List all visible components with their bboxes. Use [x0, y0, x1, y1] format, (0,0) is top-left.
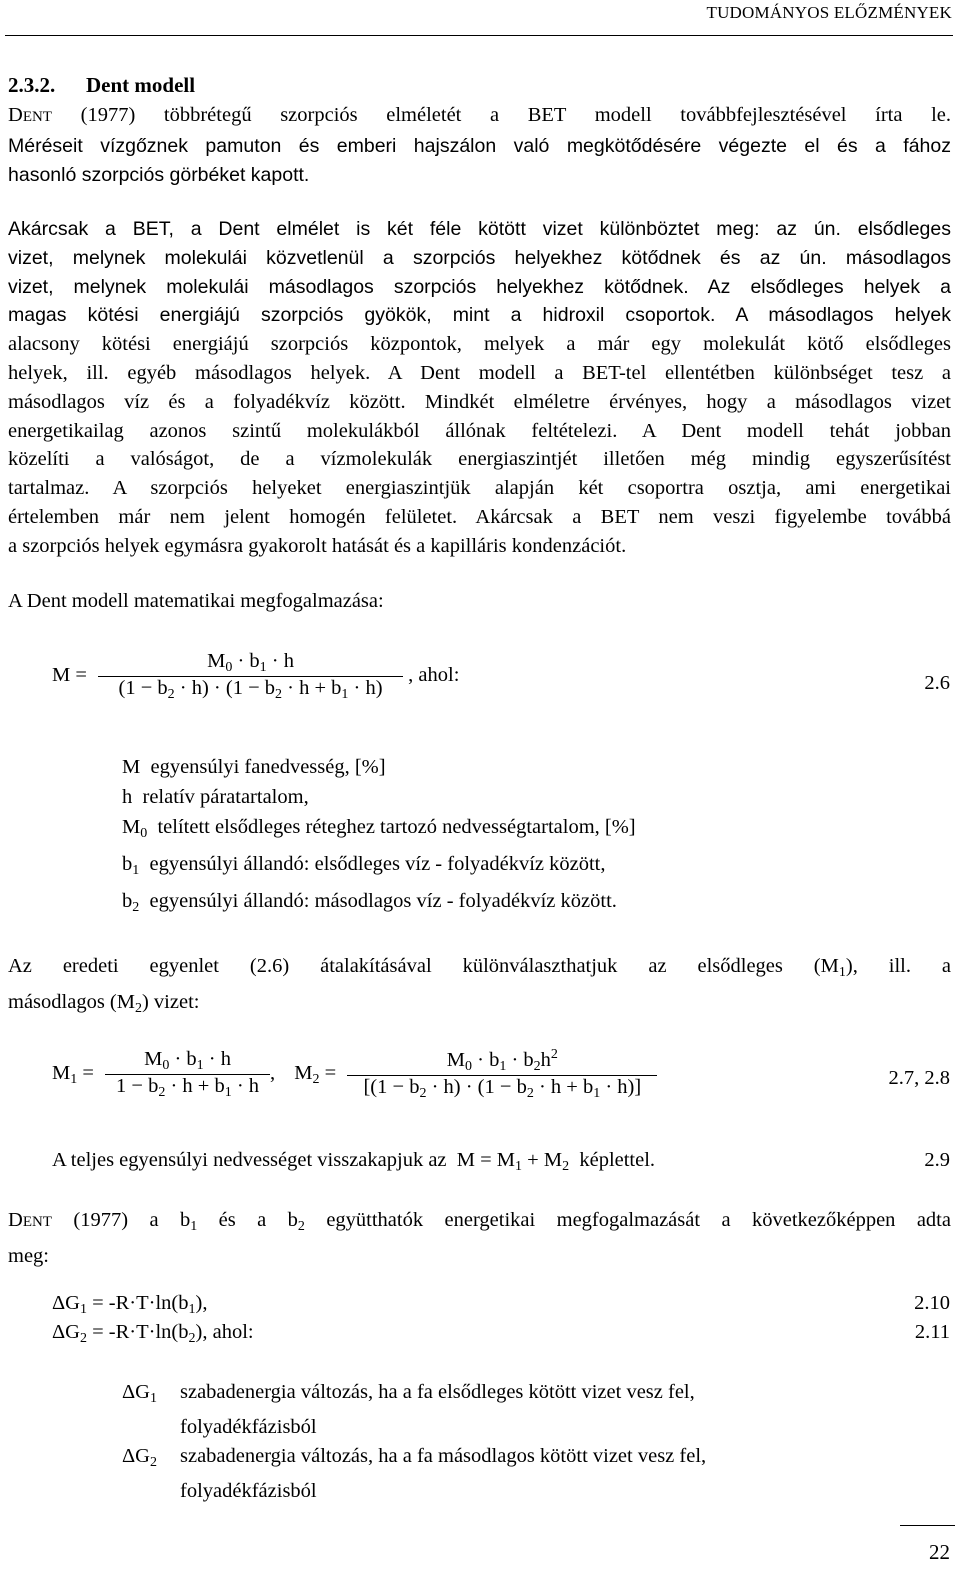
para2-line: közelíti a valóságot, de a vízmolekulák energiaszintjét illetően még mindig egyszerűsítést — [8, 448, 951, 471]
section-number: 2.3.2. — [8, 73, 56, 97]
para2-line: a szorpciós helyek egymásra gyakorolt hatását és a kapilláris kondenzációt. — [8, 534, 627, 557]
eq210-number: 2.10 — [914, 1292, 950, 1314]
definition-item: $\Delta G_2$ szabadenergia változás, ha a fa másodlagos kötött vizet vesz fel, folyadékfázisból — [122, 1445, 707, 1502]
paragraph-1 — [8, 101, 951, 189]
para3-line: másodlagos $(M_2)$ vizet: — [8, 990, 200, 1016]
equation-2-9 — [52, 1149, 655, 1175]
equation-2-7: $M_1$ = $\frac{M_0 \cdot b_1 \cdot h}{1 - b_2 \cdot h + b_1 \cdot h}$ , $M_2$ = $\frac{M_0 \cdot b_1 \cdot b_2h^2}{[(1 - b_2 \cdot h) \cdot (1 - b_2 \cdot h + b_1 \cdot h)]}$ — [52, 1047, 657, 1102]
definition-item: h relatív páratartalom, — [122, 786, 309, 808]
para2-line: értelemben már nem jelent homogén felületet. Akárcsak a BET nem veszi figyelembe továbbá — [8, 505, 951, 528]
eq28-numerator: $M_0 \cdot b_1 \cdot b_2h^2$ — [446, 1047, 558, 1074]
eq26-denominator: $(1 - b_2 \cdot h) \cdot (1 - b_2 \cdot h + b_1 \cdot h)$ — [118, 677, 383, 702]
definition-item: $M_0$ telített elsődleges réteghez tartozó nedvességtartalom, [%] — [122, 816, 636, 841]
eq26-lhs: M = — [52, 664, 87, 687]
para2-line: Akárcsak a BET, a Dent elmélet is két féle kötött vizet különböztet meg: az ún. elsődleges — [8, 218, 951, 240]
definition-item: $b_2$ egyensúlyi állandó: másodlagos víz - folyadékvíz között. — [122, 890, 617, 915]
definition-item: M egyensúlyi fanedvesség, [%] — [122, 756, 386, 778]
eq278-number: 2.7, 2.8 — [888, 1067, 950, 1089]
eq211-number: 2.11 — [914, 1321, 950, 1343]
eq29-text: A teljes egyensúlyi nedvességet visszakapjuk az — [52, 1149, 447, 1171]
section-heading — [8, 73, 195, 98]
para2-line: magas kötési energiájú szorpciós gyökök, mint a hidroxil csoportok. A másodlagos helyek — [8, 304, 951, 327]
para2-line: vizet, melynek molekulái másodlagos szorpciós helyekhez kötődnek. Az elsődleges helyek a — [8, 275, 951, 298]
eq27-denominator: $1 - b_2 \cdot h + b_1 \cdot h$ — [116, 1075, 260, 1100]
header-rule — [5, 35, 953, 36]
equation-2-10: $\Delta G_1 = -R\cdot T\cdot\ln(b_1)$, — [52, 1292, 208, 1317]
running-header — [707, 3, 953, 23]
eq26-suffix: , ahol: — [408, 664, 460, 687]
para1-line: DENT (1977) többrétegű szorpciós elméletét a BET modell továbbfejlesztésével írta le. — [8, 104, 951, 126]
eq29-tail: képlettel. — [579, 1149, 656, 1171]
eq28-lhs: $M_2$ = — [294, 1062, 337, 1088]
math-intro: A Dent modell matematikai megfogalmazása: — [8, 590, 384, 612]
para3-line: Az eredeti egyenlet (2.6) átalakításával különválaszthatjuk az elsődleges $(M_1)$, ill. a — [8, 955, 951, 980]
definition-item: $b_1$ egyensúlyi állandó: elsődleges víz - folyadékvíz között, — [122, 853, 606, 878]
running-title: TUDOMÁNYOS ELŐZMÉNYEK — [706, 3, 952, 22]
equation-2-6 — [52, 650, 459, 703]
definition-list — [122, 752, 636, 923]
eq28-fraction — [347, 1047, 657, 1102]
page-number: 22 — [929, 1540, 950, 1564]
footer-rule — [900, 1525, 955, 1526]
equation-2-11: $\Delta G_2 = -R\cdot T\cdot\ln(b_2)$, ahol: — [52, 1321, 254, 1346]
eq26-fraction — [98, 650, 403, 703]
eq27-numerator: $M_0 \cdot b_1 \cdot h$ — [144, 1048, 231, 1073]
section-title: Dent modell — [86, 73, 196, 97]
para4-line: meg: — [8, 1244, 49, 1267]
para4-line: DENT (1977) a $b_1$ és a $b_2$ együtthatók energetikai megfogalmazását a következőképpen adta — [8, 1209, 951, 1234]
para2-line: másodlagos víz és a folyadékvíz között. Mindkét elméletre érvényes, hogy a másodlagos vizet — [8, 390, 951, 413]
para2-line: vizet, melynek molekulái közvetlenül a szorpciós helyekhez kötődnek és az ún. másodlagos — [8, 246, 951, 269]
paragraph-4 — [8, 1206, 951, 1271]
para2-line: tartalmaz. A szorpciós helyeket energiaszintjük alapján két csoportra osztja, ami energetikai — [8, 477, 951, 500]
para1-line: hasonló szorpciós görbéket kapott. — [8, 163, 310, 186]
paragraph-2 — [8, 215, 951, 561]
para1-line: Méréseit vízgőznek pamuton és emberi hajszálon való megkötődésére végezte el és a fához — [8, 134, 951, 157]
eq27-fraction — [105, 1048, 270, 1101]
para2-line: energetikailag azonos szintű molekulákból állónak feltételezi. A Dent modell tehát jobban — [8, 419, 951, 442]
definition-list-2 — [122, 1378, 706, 1506]
eq27-lhs: $M_1$ = — [52, 1062, 94, 1088]
eq26-number: 2.6 — [924, 672, 950, 694]
definition-item: $\Delta G_1$ szabadenergia változás, ha a fa elsődleges kötött vizet vesz fel, folyadékfázisból — [122, 1381, 695, 1438]
eq26-numerator: $M_0 \cdot b_1 \cdot h$ — [207, 650, 294, 675]
eq29-number: 2.9 — [924, 1149, 950, 1171]
eq29-formula: $M = M_1 + M_2$ — [451, 1149, 570, 1174]
para2-line: alacsony kötési energiájú szorpciós központok, melyek a már egy molekulát kötő elsődleges — [8, 333, 951, 356]
para2-line: helyek, ill. egyéb másodlagos helyek. A Dent modell a BET-tel ellentétben különbséget tesz a — [8, 361, 951, 384]
paragraph-3 — [8, 952, 951, 1024]
eq28-denominator: $[(1 - b_2 \cdot h) \cdot (1 - b_2 \cdot h + b_1 \cdot h)]$ — [363, 1076, 642, 1101]
